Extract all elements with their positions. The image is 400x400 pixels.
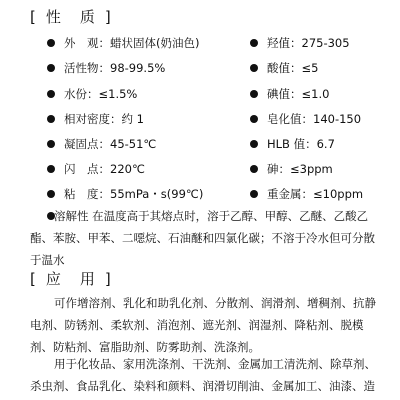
property-flash-point: 闪 点：220℃ — [64, 162, 145, 176]
bullet-icon — [250, 165, 258, 173]
property-appearance: 外 观：蜡状固体(奶油色) — [64, 36, 200, 50]
applications-paragraph-1: 可作增溶剂、乳化和助乳化剂、分散剂、润滑剂、增稠剂、抗静电剂、防锈剂、柔软剂、消泡剂、遮光剂、润湿剂、降粘剂、脱模剂、防粘剂、富脂助剂、防雾助剂、洗涤剂。 — [30, 296, 376, 354]
solubility-block — [0, 205, 400, 265]
property-row — [0, 134, 400, 156]
bullet-icon — [47, 64, 55, 72]
bullet-icon — [47, 115, 55, 123]
property-active-matter: 活性物：98-99.5% — [64, 61, 166, 75]
bullet-icon — [250, 90, 258, 98]
bullet-icon — [47, 90, 55, 98]
property-row — [0, 159, 400, 181]
property-row — [0, 184, 400, 206]
properties-heading: [ 性 质 ] — [30, 8, 113, 26]
solubility-text: 溶解性 在温度高于其熔点时，溶于乙醇、甲醇、乙醚、乙酸乙酯、苯胺、甲苯、二噁烷、石油醚和四氯化碳；不溶于冷水但可分散于温水 — [30, 209, 375, 267]
applications-heading: [ 应 用 ] — [30, 270, 113, 288]
applications-paragraph-2: 用于化妆品、家用洗涤剂、干洗剂、金属加工清洗剂、除草剂、杀虫剂、食品乳化、染料和颜料、润滑切削油、金属加工、油漆、造 — [30, 357, 376, 393]
bullet-icon — [250, 140, 258, 148]
property-row — [0, 109, 400, 131]
property-viscosity: 粘 度：55mPa・s(99℃) — [64, 187, 204, 201]
property-heavy-metals: 重金属：≤10ppm — [267, 187, 364, 201]
property-hlb-value: HLB 值：6.7 — [267, 137, 335, 151]
bullet-icon — [250, 190, 258, 198]
bullet-icon — [47, 165, 55, 173]
property-relative-density: 相对密度：约 1 — [64, 112, 144, 126]
property-hydroxyl-value: 羟值：275-305 — [267, 36, 350, 50]
bullet-icon — [250, 115, 258, 123]
property-iodine-value: 碘值：≤1.0 — [267, 87, 330, 101]
property-saponification-value: 皂化值：140-150 — [267, 112, 362, 126]
bullet-icon — [250, 39, 258, 47]
property-moisture: 水份：≤1.5% — [64, 87, 138, 101]
property-row — [0, 84, 400, 106]
bullet-icon — [250, 64, 258, 72]
property-row — [0, 58, 400, 80]
bullet-icon — [47, 190, 55, 198]
bullet-icon — [47, 39, 55, 47]
property-solidification-point: 凝固点：45-51℃ — [64, 137, 157, 151]
bullet-icon — [47, 140, 55, 148]
property-acid-value: 酸值：≤5 — [267, 61, 319, 75]
property-arsenic: 砷：≤3ppm — [267, 162, 333, 176]
property-row — [0, 33, 400, 55]
